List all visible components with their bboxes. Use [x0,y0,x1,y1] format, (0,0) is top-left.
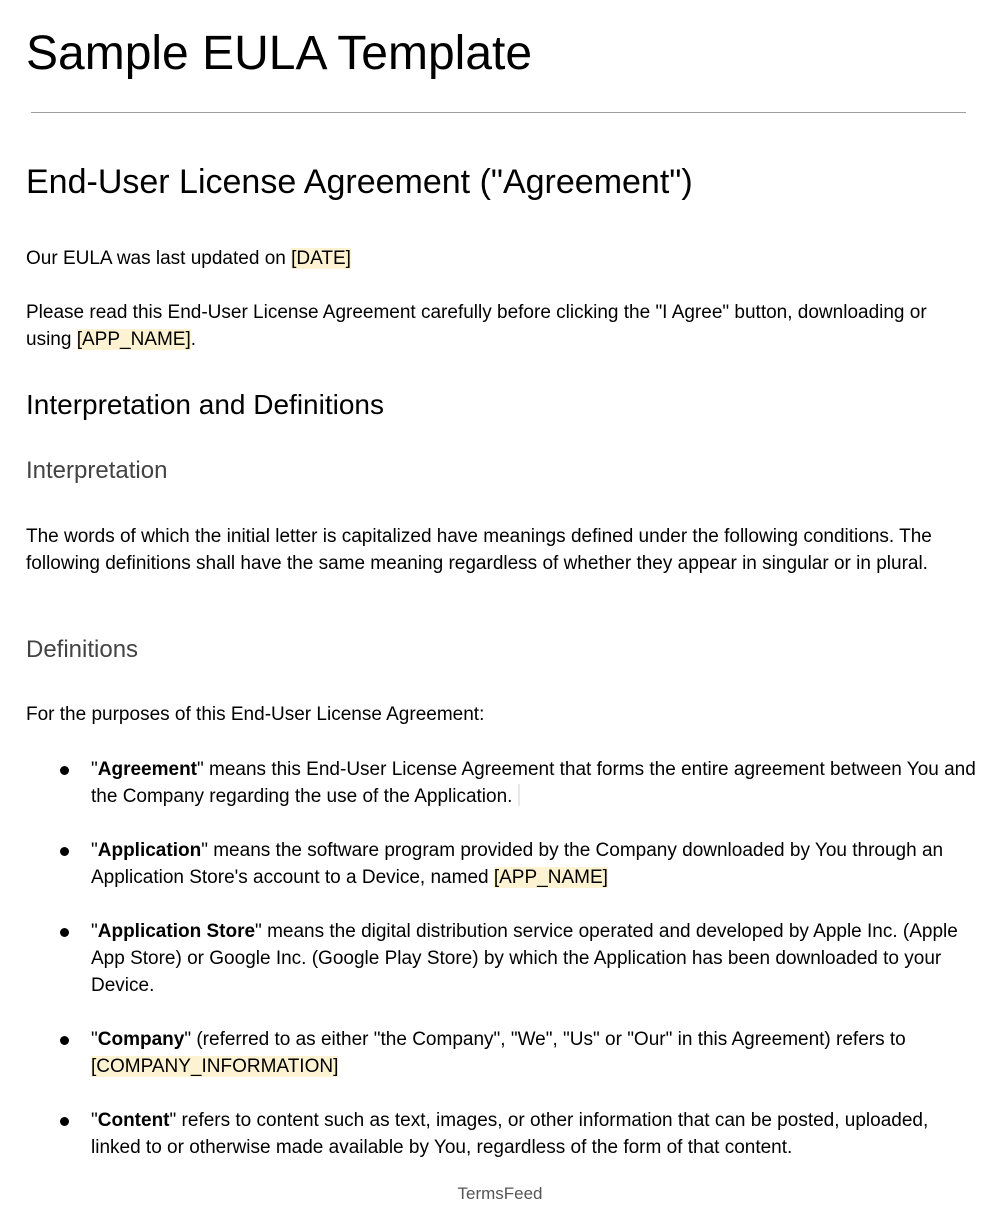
definition-text: means the software program provided by the Company downloaded by You through an Application Store's account to a Device, named [91,840,944,888]
definition-text: (referred to as either "the Company", "We", "Us" or "Our" in this Agreement) refers to [191,1029,906,1050]
definition-application-store [91,918,976,999]
agreement-heading: End-User License Agreement ("Agreement") [26,163,693,201]
definition-content [91,1107,976,1161]
definition-term: Company [97,1029,185,1050]
company-information-placeholder: [COMPANY_INFORMATION] [91,1056,339,1077]
intro-paragraph [26,299,974,353]
title-divider [31,112,966,113]
definitions-heading: Definitions [26,636,139,663]
bullet-icon [60,1117,69,1126]
last-updated-paragraph [26,245,974,272]
interpretation-definitions-heading: Interpretation and Definitions [26,389,384,420]
definition-term: Application [97,840,202,861]
definition-term: Application Store [97,921,256,942]
quote-close: " [201,840,208,861]
quote-close: " [169,1110,177,1131]
intro-text: Please read this End-User License Agreement carefully before clicking the "I Agree" button, downloading or using [26,302,927,350]
quote-open: " [91,1029,98,1050]
quote-open: " [91,759,98,780]
footer-brand: TermsFeed [457,1184,543,1203]
definition-text: means the digital distribution service operated and developed by Apple Inc. (Apple App Store) or Google Inc. (Google Play Store) by which the Application has been downloaded to your Device. [91,921,958,996]
definition-text: refers to content such as text, images, or other information that can be posted, uploaded, linked to or otherwise made available by You, regardless of the form of that content. [91,1110,929,1158]
interpretation-paragraph: The words of which the initial letter is capitalized have meanings defined under the following conditions. The following definitions shall have the same meaning regardless of whether they appear in singular or in plural. [26,526,932,574]
quote-open: " [91,840,98,861]
definition-agreement [91,756,976,810]
interpretation-heading: Interpretation [26,457,168,484]
quote-close: " [184,1029,192,1050]
app-name-placeholder: [APP_NAME] [76,329,191,350]
bullet-icon [60,928,69,937]
intro-end: . [190,329,197,350]
quote-close: " [197,759,204,780]
bullet-icon [60,847,69,856]
bullet-icon [60,1036,69,1045]
definition-term: Agreement [97,759,197,780]
document-title: Sample EULA Template [26,27,533,80]
bullet-icon [60,766,69,775]
definition-application [91,837,976,891]
definition-text: means this End-User License Agreement that forms the entire agreement between You and the Company regarding the use of the Application. [91,759,976,807]
quote-open: " [91,921,98,942]
app-name-placeholder: [APP_NAME] [493,867,608,888]
definition-term: Content [97,1110,170,1131]
definition-company [91,1026,976,1080]
quote-open: " [91,1110,98,1131]
last-updated-text: Our EULA was last updated on [26,248,292,269]
text-cursor [518,784,520,806]
definitions-intro: For the purposes of this End-User License Agreement: [26,704,485,725]
date-placeholder: [DATE] [291,248,351,269]
quote-close: " [255,921,262,942]
